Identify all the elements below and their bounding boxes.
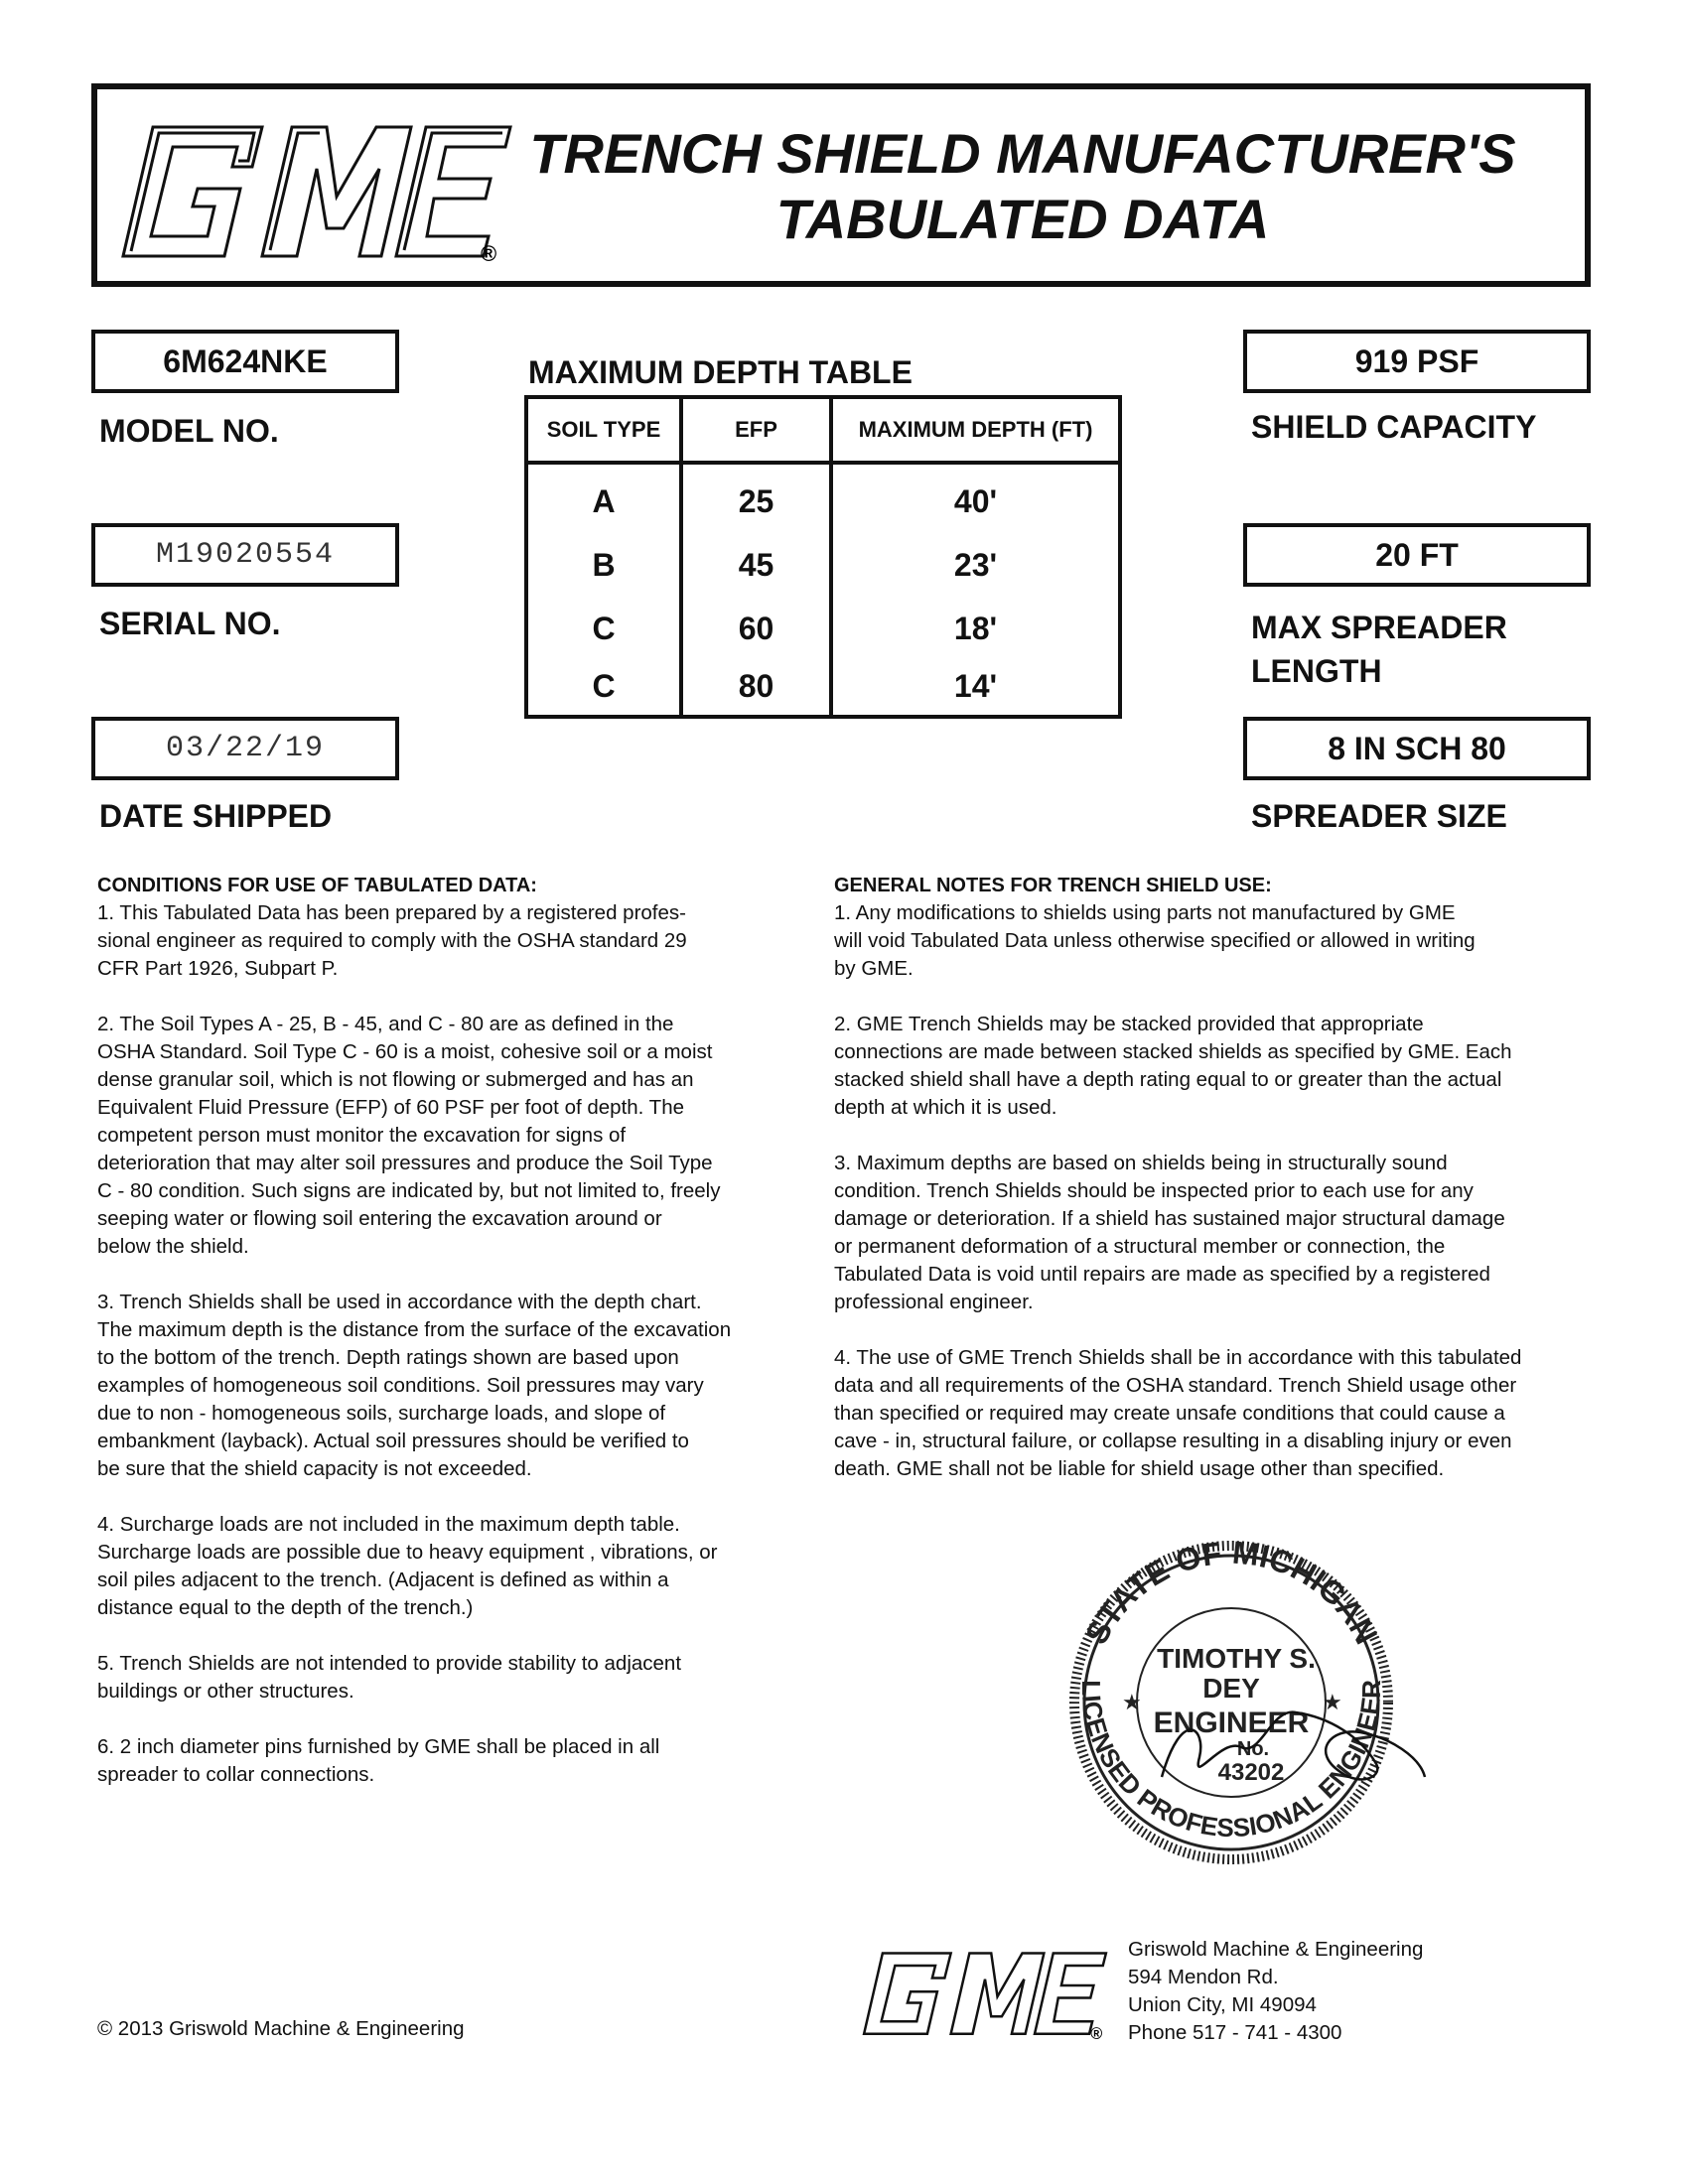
company-street: 594 Mendon Rd. [1128, 1966, 1279, 1988]
conditions-section [97, 872, 802, 1817]
table-cell: 80 [738, 667, 774, 704]
general-notes-heading: GENERAL NOTES FOR TRENCH SHIELD USE: [834, 875, 1272, 896]
shield-capacity-value: 919 PSF [1354, 342, 1479, 379]
engineer-seal [1033, 1539, 1430, 1866]
company-address [1128, 1936, 1423, 2047]
document-title [521, 121, 1524, 252]
seal-arc-top: STATE OF MICHIGAN [1077, 1539, 1385, 1650]
seal-star-icon: ★ [1122, 1690, 1142, 1714]
condition-item: 3. Trench Shields shall be used in accordance with the depth chart. The maximum depth is the distance from the surface of the excavation to the bottom of the trench. Depth ratings shown are based upon examples of homogeneous soil conditions. Soil pressures may vary due to non - homogeneous soils, surcharge loads, and slope of embankment (layback). Actual soil pressures should be verified to be sure that the shield capacity is not exceeded. [97, 1291, 732, 1480]
company-city: Union City, MI 49094 [1128, 1993, 1317, 2016]
table-header-efp: EFP [735, 417, 777, 442]
seal-name-line-2: DEY [1202, 1673, 1260, 1704]
table-cell: 25 [738, 482, 774, 519]
max-spreader-label-line-2: LENGTH [1251, 653, 1382, 689]
date-shipped-label: DATE SHIPPED [99, 798, 333, 834]
max-spreader-label [1251, 606, 1507, 693]
svg-text:STATE OF MICHIGAN [1078, 1539, 1384, 1650]
conditions-heading: CONDITIONS FOR USE OF TABULATED DATA: [97, 875, 537, 896]
table-cell: B [592, 546, 616, 583]
condition-item: 6. 2 inch diameter pins furnished by GME shall be placed in all spreader to collar connections. [97, 1735, 660, 1786]
table-cell: 14' [953, 667, 998, 704]
seal-number: 43202 [1217, 1759, 1285, 1786]
table-cell: C [592, 667, 616, 704]
table-cell: C [592, 610, 616, 646]
model-no-box [91, 330, 399, 393]
depth-table [524, 395, 1122, 719]
general-notes-section [834, 872, 1609, 1511]
serial-no-label: SERIAL NO. [99, 606, 281, 641]
table-header-max-depth: MAXIMUM DEPTH (FT) [858, 417, 1093, 442]
gme-logo-footer [856, 1941, 1114, 2040]
table-header-soil-type: SOIL TYPE [546, 417, 661, 442]
table-cell: 60 [738, 610, 774, 646]
max-spreader-value: 20 FT [1375, 536, 1459, 573]
serial-no-value: M19020554 [155, 538, 336, 572]
condition-item: 5. Trench Shields are not intended to provide stability to adjacent buildings or other structures. [97, 1652, 682, 1703]
seal-number-label: No. [1236, 1738, 1270, 1760]
general-note-item: 3. Maximum depths are based on shields being in structurally sound condition. Trench Shields should be inspected prior to each use for any damage or deterioration. If a shield has sustained major structural damage or permanent deformation of a structural member or connection, the Tabulated Data is void until repairs are made as specified by a registered professional engineer. [834, 1152, 1505, 1313]
company-phone: Phone 517 - 741 - 4300 [1128, 2021, 1342, 2044]
general-note-item: 2. GME Trench Shields may be stacked provided that appropriate connections are made between stacked shields as specified by GME. Each stacked shield shall have a depth rating equal to or greater than the actual depth at which it is used. [834, 1013, 1512, 1119]
table-cell: 45 [738, 546, 774, 583]
company-name: Griswold Machine & Engineering [1128, 1938, 1424, 1961]
spreader-size-label: SPREADER SIZE [1251, 798, 1507, 834]
table-cell: 18' [953, 610, 998, 646]
condition-item: 4. Surcharge loads are not included in the maximum depth table. Surcharge loads are possible due to heavy equipment , vibrations, or soil piles adjacent to the trench. (Adjacent is defined as within a distance equal to the depth of the trench.) [97, 1513, 718, 1619]
model-no-label: MODEL NO. [99, 413, 279, 449]
title-line-1: TRENCH SHIELD MANUFACTURER'S [529, 122, 1516, 185]
seal-title: ENGINEER [1153, 1706, 1310, 1739]
registered-mark: ® [481, 241, 497, 266]
title-line-2: TABULATED DATA [775, 188, 1270, 250]
date-shipped-value: 03/22/19 [165, 732, 326, 765]
spreader-size-value: 8 IN SCH 80 [1328, 730, 1506, 766]
general-note-item: 4. The use of GME Trench Shields shall be in accordance with this tabulated data and all requirements of the OSHA standard. Trench Shield usage other than specified or required may create unsafe conditions that could cause a cave - in, structural failure, or collapse resulting in a disabling injury or even death. GME shall not be liable for shield usage other than specified. [834, 1346, 1522, 1480]
serial-no-box [91, 523, 399, 587]
depth-table-title: MAXIMUM DEPTH TABLE [528, 354, 913, 390]
table-header-divider [528, 461, 1118, 465]
seal-arc-bottom: LICENSED PROFESSIONAL ENGINEER [1075, 1679, 1387, 1843]
general-note-item: 1. Any modifications to shields using parts not manufactured by GME will void Tabulated Data unless otherwise specified or allowed in writing by GME. [834, 901, 1476, 980]
registered-mark: ® [1090, 2024, 1103, 2040]
table-cell: A [592, 482, 616, 519]
table-cell: 23' [953, 546, 998, 583]
model-no-value: 6M624NKE [163, 342, 328, 379]
max-spreader-box [1243, 523, 1591, 587]
date-shipped-box [91, 717, 399, 780]
condition-item: 1. This Tabulated Data has been prepared by a registered profes- sional engineer as required to comply with the OSHA standard 29 CFR Part 1926, Subpart P. [97, 901, 687, 980]
shield-capacity-label: SHIELD CAPACITY [1251, 409, 1537, 445]
copyright-notice: © 2013 Griswold Machine & Engineering [97, 2017, 465, 2040]
seal-star-icon: ★ [1323, 1690, 1342, 1714]
spreader-size-box [1243, 717, 1591, 780]
table-cell: 40' [953, 482, 998, 519]
seal-name-line-1: TIMOTHY S. [1157, 1643, 1316, 1674]
gme-logo [113, 107, 520, 266]
condition-item: 2. The Soil Types A - 25, B - 45, and C - 80 are as defined in the OSHA Standard. Soil Type C - 60 is a moist, cohesive soil or a moist dense granular soil, which is not flowing or submerged and has an Equivalent Fluid Pressure (EFP) of 60 PSF per foot of depth. The competent person must monitor the excavation for signs of deterioration that may alter soil pressures and produce the Soil Type C - 80 condition. Such signs are indicated by, but not limited to, freely seeping water or flowing soil entering the excavation around or below the shield. [97, 1013, 721, 1258]
max-spreader-label-line-1: MAX SPREADER [1251, 610, 1507, 645]
shield-capacity-box [1243, 330, 1591, 393]
